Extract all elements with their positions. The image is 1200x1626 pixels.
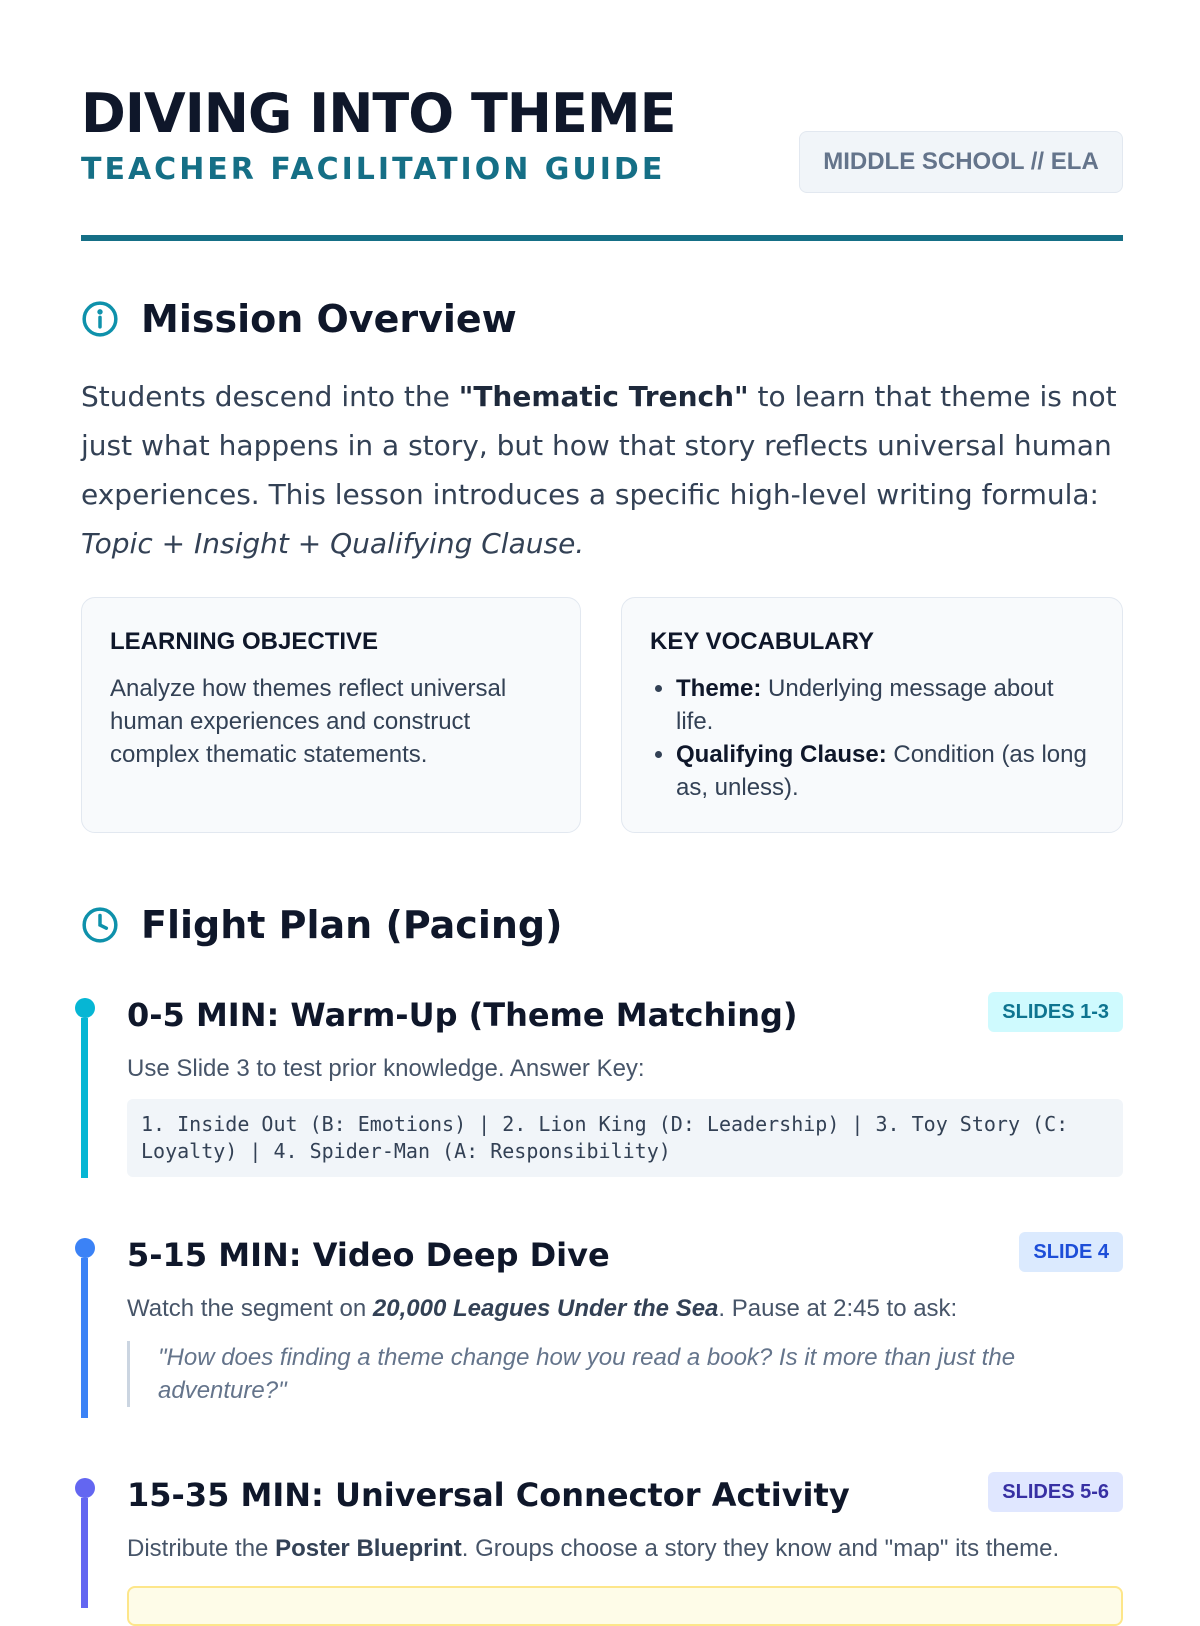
clock-icon	[81, 906, 119, 944]
intro-emphasis: "Thematic Trench"	[458, 380, 749, 413]
timeline-bar	[81, 1498, 88, 1608]
vocab-definition: Underlying message about life.	[676, 675, 1054, 735]
step-description	[127, 1533, 1059, 1565]
intro-formula: Topic + Insight + Qualifying Clause.	[81, 527, 585, 560]
vocab-item	[676, 738, 1094, 804]
slides-tag: SLIDE 4	[1019, 1232, 1123, 1272]
timeline-dot	[75, 1238, 95, 1258]
objective-text: Analyze how themes reflect universal human experiences and construct complex thematic statements.	[110, 675, 507, 768]
step-description	[127, 1293, 957, 1325]
slides-tag: SLIDES 5-6	[988, 1472, 1123, 1512]
vocab-term: Qualifying Clause:	[676, 741, 887, 768]
desc-text: Watch the segment on	[127, 1295, 373, 1322]
page-subtitle: TEACHER FACILITATION GUIDE	[81, 152, 666, 187]
step-title: 0-5 MIN: Warm-Up (Theme Matching)	[127, 996, 798, 1034]
pacing-heading: Flight Plan (Pacing)	[141, 903, 563, 947]
header-divider	[81, 235, 1123, 241]
slides-tag: SLIDES 1-3	[988, 992, 1123, 1032]
key-vocabulary-card	[621, 597, 1123, 833]
discussion-quote: "How does finding a theme change how you read a book? Is it more than just the adventure?"	[127, 1341, 1123, 1407]
mission-intro	[81, 372, 1123, 568]
intro-text-continued: to learn that theme is not just what happens in a story, but how that story reflects universal human experiences. This lesson introduces a specific high-level writing formula:	[81, 380, 1117, 511]
info-icon	[81, 300, 119, 338]
intro-text: Students descend into the	[81, 380, 459, 413]
vocab-item	[676, 672, 1094, 738]
book-title: 20,000 Leagues Under the Sea	[372, 1295, 719, 1322]
desc-text-continued: . Pause at 2:45 to ask:	[718, 1295, 958, 1322]
mission-section-header	[81, 295, 517, 343]
page-title: DIVING INTO THEME	[81, 82, 676, 145]
timeline-bar	[81, 1258, 88, 1418]
grade-badge: MIDDLE SCHOOL // ELA	[799, 131, 1123, 193]
learning-objective-card	[81, 597, 581, 833]
timeline-dot	[75, 998, 95, 1018]
answer-key-box: 1. Inside Out (B: Emotions) | 2. Lion King (D: Leadership) | 3. Toy Story (C: Loyalty) | 4. Spider-Man (A: Responsibility)	[127, 1099, 1123, 1177]
mission-heading: Mission Overview	[141, 297, 517, 341]
pacing-section-header	[81, 901, 562, 949]
vocab-term: Theme:	[676, 675, 762, 702]
desc-text-continued: . Groups choose a story they know and "map" its theme.	[461, 1535, 1060, 1562]
step-description: Use Slide 3 to test prior knowledge. Answer Key:	[127, 1055, 645, 1082]
vocab-heading: KEY VOCABULARY	[650, 628, 875, 655]
poster-blueprint-name: Poster Blueprint	[275, 1535, 462, 1562]
step-title: 15-35 MIN: Universal Connector Activity	[127, 1476, 850, 1514]
timeline-bar	[81, 1018, 88, 1178]
step-title: 5-15 MIN: Video Deep Dive	[127, 1236, 610, 1274]
vocab-list	[650, 672, 1094, 804]
activity-note-box	[127, 1586, 1123, 1626]
desc-text: Distribute the	[127, 1535, 276, 1562]
timeline-dot	[75, 1478, 95, 1498]
vocab-definition: Condition (as long as, unless).	[676, 741, 1087, 801]
objective-heading: LEARNING OBJECTIVE	[110, 628, 379, 655]
